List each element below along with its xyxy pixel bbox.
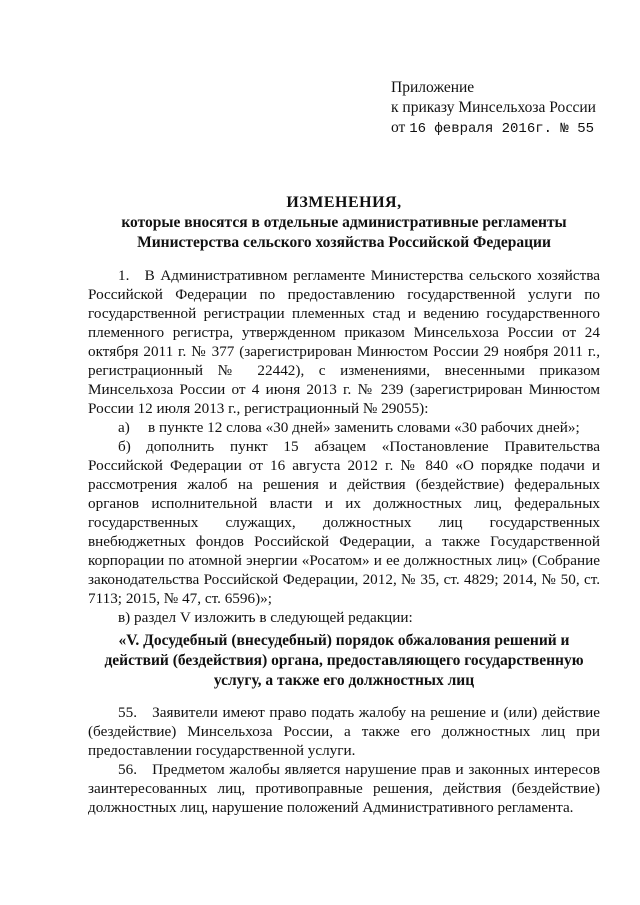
clause-55: 55. Заявители имеют право подать жалобу на решение и (или) действие (бездействие) Минсельхоза России, а также его должностных лиц при предоставлении государственной услуги. (88, 704, 600, 759)
title-main: ИЗМЕНЕНИЯ, (286, 194, 402, 211)
appendix-date-line (391, 118, 596, 139)
paragraph-1: 1. В Административном регламенте Министерства сельского хозяйства Российской Федерации по предоставлению государственной услуги по государственной регистрации племенных стад и ведению государственного племенного регистра, утвержденном приказом Минсельхоза России от 24 октября 2011 г. № 377 (зарегистрирован Минюстом России 29 ноября 2011 г., регистрационный № 22442), с изменениями, внесенными приказом Минсельхоза России от 4 июня 2013 г. № 239 (зарегистрирован Минюстом России 12 июля 2013 г., регистрационный № 29055): (88, 267, 600, 417)
appendix-order-ref: к приказу Минсельхоза России (391, 99, 596, 116)
appendix-block (391, 78, 596, 139)
amendments-body (88, 266, 600, 627)
title-line-2: которые вносятся в отдельные административные регламенты (121, 214, 567, 231)
appendix-date-prefix: от (391, 119, 406, 136)
item-b: б) дополнить пункт 15 абзацем «Постановление Правительства Российской Федерации от 16 августа 2012 г. № 840 «О порядке подачи и рассмотрения жалоб на решения и действия (бездействие) федеральных органов исполнительной власти и их должностных лиц, федеральных государственных служащих, должностных лиц государственных внебюджетных фондов Российской Федерации, а также Государственной корпорации по атомной энергии «Росатом» и ее должностных лиц» (Собрание законодательства Российской Федерации, 2012, № 35, ст. 4829; 2014, № 50, ст. 7113; 2015, № 47, ст. 6596)»; (88, 438, 600, 607)
clause-56: 56. Предметом жалобы является нарушение прав и законных интересов заинтересованных лиц, противоправные решения, действия (бездействие) должностных лиц, нарушение положений Административного регламента. (88, 761, 600, 816)
document-title (88, 193, 600, 253)
section-v-body (88, 703, 600, 817)
appendix-date-number: 16 февраля 2016г. № 55 (409, 121, 595, 137)
item-a (88, 418, 600, 437)
title-line-3: Министерства сельского хозяйства Российской Федерации (137, 234, 551, 251)
item-v: в) раздел V изложить в следующей редакции: (118, 609, 413, 626)
appendix-label: Приложение (391, 79, 475, 96)
section-v-title: «V. Досудебный (внесудебный) порядок обжалования решений и действий (бездействия) органа, предоставляющего государственную услугу, а также его должностных лиц (104, 632, 584, 689)
item-a-mark: а) (118, 419, 130, 436)
item-a-text: в пункте 12 слова «30 дней» заменить словами «30 рабочих дней»; (148, 419, 580, 436)
